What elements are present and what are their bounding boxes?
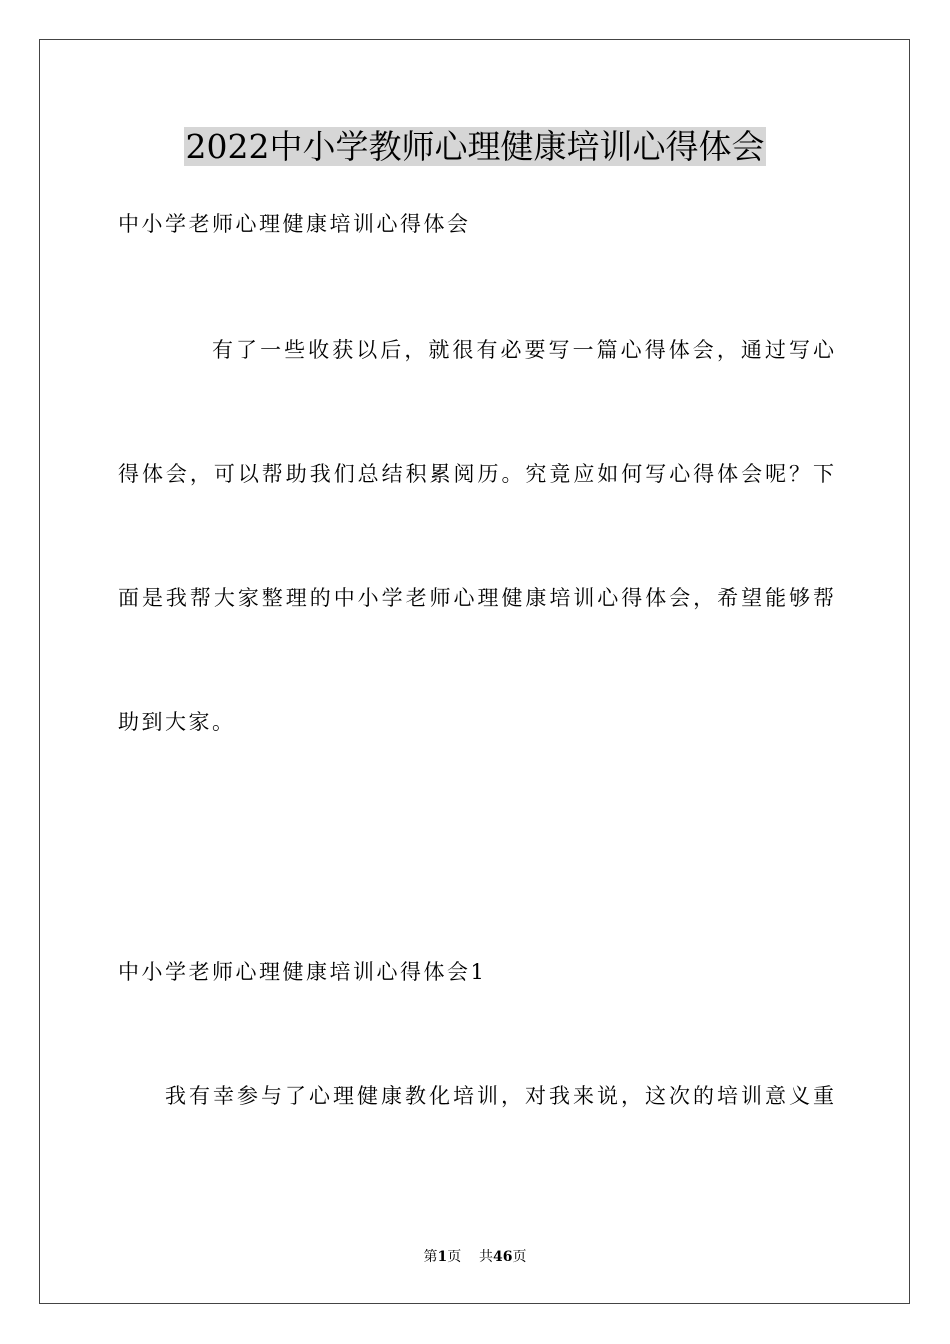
- paragraph-line: 我有幸参与了心理健康教化培训，对我来说，这次的培训意义重: [165, 1084, 834, 1108]
- paragraph-line: 有了一些收获以后，就很有必要写一篇心得体会，通过写心: [212, 338, 834, 362]
- document-title-text: 2022中小学教师心理健康培训心得体会: [185, 127, 765, 166]
- paragraph-line: 得体会，可以帮助我们总结积累阅历。究竟应如何写心得体会呢？下: [118, 462, 834, 486]
- document-title: [0, 126, 950, 168]
- footer-page-prefix: 第: [423, 1249, 438, 1265]
- footer-total-pages: 46: [493, 1249, 513, 1265]
- footer-total-suffix: 页: [512, 1249, 527, 1265]
- footer-page-number: 1: [437, 1249, 448, 1265]
- section-heading: 中小学老师心理健康培训心得体会1: [118, 960, 487, 984]
- page-footer: [0, 1247, 950, 1267]
- document-subtitle: 中小学老师心理健康培训心得体会: [118, 212, 471, 236]
- footer-total-prefix: 共: [479, 1249, 494, 1265]
- paragraph-line: 面是我帮大家整理的中小学老师心理健康培训心得体会，希望能够帮: [118, 586, 834, 610]
- footer-page-suffix: 页: [447, 1249, 462, 1265]
- paragraph-line: 助到大家。: [118, 710, 236, 734]
